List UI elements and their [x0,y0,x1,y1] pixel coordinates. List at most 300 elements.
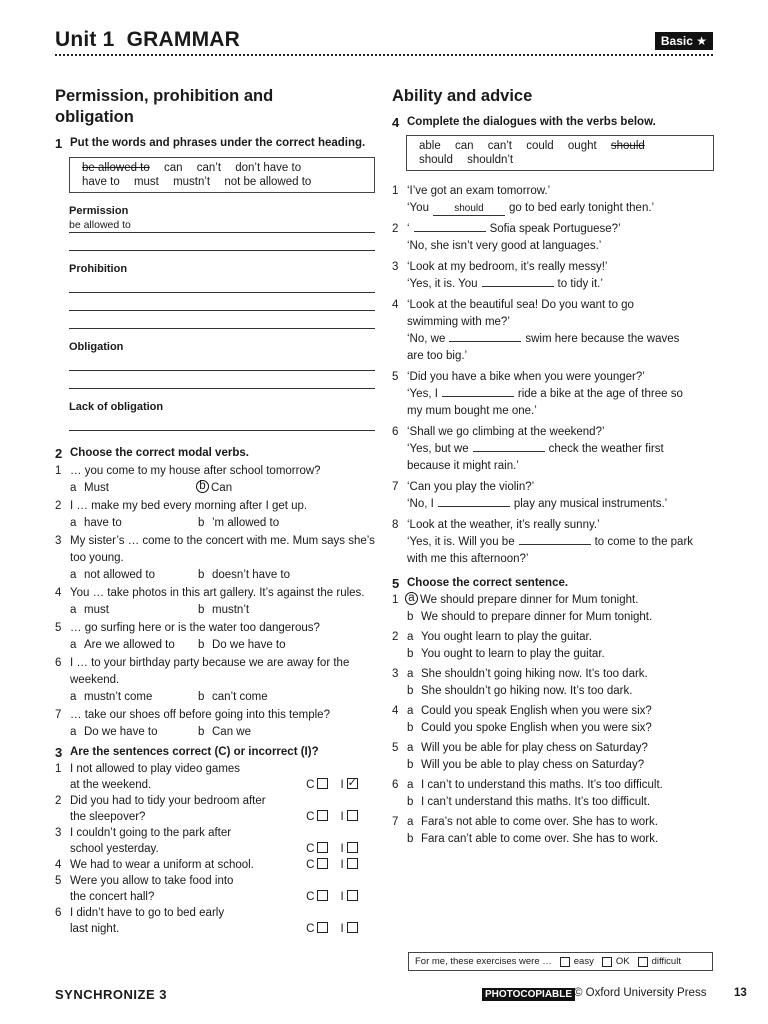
dialogue-line [407,183,654,200]
question [55,585,375,602]
sentence-text: She shouldn’t going hiking now. It’s too dark. [421,668,648,680]
dialogue-fragment: ‘I’ve got an exam tomorrow.’ [407,185,551,197]
question-text: … go surfing here or is the water too dangerous? [70,622,320,634]
answer-blank[interactable] [473,451,545,452]
checked-box-icon[interactable] [347,778,358,789]
choice-incorrect[interactable] [340,777,357,793]
word-item: can [163,162,183,174]
dialogue-line [407,517,693,534]
option-a[interactable] [70,602,198,619]
sentence-option[interactable] [392,592,714,609]
exercise-instruction: Choose the correct sentence. [407,577,569,589]
exercise-number: 2 [55,446,63,461]
dialogue-fragment: to come to the park [594,536,694,548]
word-item: can’t [196,162,222,174]
dialogue-fragment: ‘Yes, it is. You [407,278,478,290]
choice-correct[interactable] [306,841,328,857]
checkbox-icon[interactable] [317,922,328,933]
choice-correct[interactable] [306,889,328,905]
checkbox-icon[interactable] [560,957,570,967]
sentence-option[interactable] [392,703,714,720]
question-text [70,825,306,857]
option-text: Do we have to [84,726,158,738]
question-number: 8 [392,519,399,531]
option-letter: b [407,833,414,845]
answer-line[interactable] [69,293,375,311]
page-number: 13 [734,987,747,999]
page-header [55,28,713,54]
dialogue-fragment: are too big.’ [407,350,468,362]
answer-line[interactable] [69,275,375,293]
dialogue-text [407,221,621,255]
answer-line[interactable] [69,371,375,389]
dialogue-line [407,314,679,331]
sentence-option[interactable] [392,831,714,848]
exercise-5-heading [392,576,714,591]
c-label: C [306,779,315,791]
ci-choices [306,825,375,857]
category-permission: Permission [69,205,129,217]
question-text [70,761,306,793]
ci-item [55,761,375,793]
option-a[interactable] [70,567,198,584]
question-number: 3 [392,261,399,273]
dialogue-fragment: ‘No, I [407,498,434,510]
question-line: I didn’t have to go to bed early [70,907,225,919]
option-a[interactable] [70,689,198,706]
exercise-3-list [55,761,375,937]
question-number: 7 [55,709,62,721]
difficult-label: difficult [651,956,681,967]
checkbox-icon[interactable] [317,778,328,789]
left-column [55,86,375,937]
question-number [392,831,407,848]
i-label: I [340,779,344,791]
question-number: 6 [392,426,399,438]
question-number [392,683,407,700]
unit-title [55,28,240,52]
question [55,533,375,567]
dialogue-line [407,424,664,441]
option-b[interactable] [198,724,251,741]
choice-incorrect[interactable] [340,841,357,857]
dialogue-fragment: ‘Yes, it is. Will you be [407,536,515,548]
dialogue-fragment: ‘Yes, I [407,388,438,400]
dialogue-line [407,534,693,551]
question [55,707,375,724]
word-item: shouldn’t [467,154,514,166]
exercise-instruction: Put the words and phrases under the correct heading. [70,137,366,149]
question-number: 6 [55,657,62,669]
option-text: have to [84,517,122,529]
question-number: 4 [55,859,62,871]
choice-incorrect[interactable] [340,857,357,873]
option-b[interactable] [198,567,290,584]
ci-choices [306,761,375,793]
option-text: mustn’t come [84,691,153,703]
sentence-option[interactable] [392,740,714,757]
dialogue-line [407,221,621,238]
exercise-number: 3 [55,745,63,760]
ci-choices [306,873,375,905]
i-label: I [340,923,344,935]
dialogue-item [392,221,714,255]
sentence-text: Will you be able to play chess on Saturday? [421,759,645,771]
dialogue-text [407,259,607,293]
question-number: 4 [392,299,399,311]
checkbox-icon[interactable] [317,842,328,853]
choice-correct[interactable] [306,777,328,793]
dialogue-fragment: my mum bought me one.’ [407,405,537,417]
answer-blank[interactable]: should [433,203,505,216]
question-text [70,905,306,937]
photocopiable-badge: PHOTOCOPIABLE [482,988,575,1001]
option-letter: a [407,742,414,754]
sentence-text: I can’t to understand this maths. It’s too difficult. [421,779,663,791]
choice-correct[interactable] [306,857,328,873]
answer-blank[interactable] [442,396,514,397]
answer-blank[interactable] [414,231,486,232]
level-badge: Basic ★ [655,32,713,50]
exercise-2-list [55,463,375,741]
question [55,463,375,480]
sentence-option[interactable] [392,666,714,683]
checkbox-icon[interactable] [317,858,328,869]
exercise-number: 5 [392,576,400,591]
dialogue-line [407,496,667,513]
option-letter: a [70,639,77,651]
dialogue-line [407,200,654,217]
i-label: I [340,811,344,823]
option-b[interactable] [198,602,249,619]
exercise-number: 4 [392,115,400,130]
easy-label: easy [573,956,594,967]
question-number [392,757,407,774]
option-text: not allowed to [84,569,155,581]
exercise-number: 1 [55,136,63,151]
sentence-text: She shouldn’t go hiking now. It’s too dark. [421,685,633,697]
circled-answer-icon: b [196,480,209,493]
question-number: 3 [55,827,62,839]
c-label: C [306,891,315,903]
option-a[interactable] [70,515,198,532]
ci-item [55,825,375,857]
question-number: 3 [392,668,399,680]
sentence-text: We should prepare dinner for Mum tonight. [420,594,639,606]
option-a[interactable] [70,480,198,497]
dialogue-item [392,479,714,513]
ci-item [55,873,375,905]
dialogue-fragment: ‘Yes, but we [407,443,469,455]
option-b[interactable] [198,515,279,532]
option-letter: a [70,569,77,581]
word-item: should [419,154,453,166]
exercise-3-heading [55,745,375,760]
ci-choices [306,793,375,825]
dialogue-fragment: ‘No, we [407,333,446,345]
header-divider [55,54,713,56]
question-line: Did you had to tidy your bedroom after [70,795,266,807]
dialogue-line [407,479,667,496]
choice-incorrect[interactable] [340,889,357,905]
checkbox-icon[interactable] [347,890,358,901]
option-b[interactable] [198,689,268,706]
question-number: 5 [55,622,62,634]
dialogue-fragment: ‘Shall we go climbing at the weekend?’ [407,426,605,438]
sentence-option[interactable] [392,683,714,700]
answer-line[interactable] [69,311,375,329]
dialogue-item [392,297,714,365]
option-letter: a [70,604,77,616]
dialogue-line [407,276,607,293]
question-number: 2 [55,795,62,807]
option-a[interactable] [70,724,198,741]
dialogue-line [407,386,683,403]
word-item: could [526,140,554,152]
dialogue-line [407,348,679,365]
choice-incorrect[interactable] [340,921,357,937]
dialogue-fragment: ‘Look at my bedroom, it’s really messy!’ [407,261,608,273]
exercise-4-heading [392,115,714,130]
ok-label: OK [615,956,630,967]
sentence-option[interactable] [392,794,714,811]
checkbox-icon[interactable] [317,890,328,901]
ci-item [55,857,375,873]
question-number: 4 [392,705,399,717]
dialogue-fragment: swimming with me?’ [407,316,510,328]
dialogue-line [407,369,683,386]
checkbox-icon[interactable] [347,858,358,869]
option-text: must [84,604,109,616]
question-line: school yesterday. [70,843,159,855]
word-item: be allowed to [82,162,150,174]
options [70,689,375,706]
grammar-label: GRAMMAR [126,28,241,51]
question-number: 7 [392,481,399,493]
options [70,567,375,584]
option-text: ’m allowed to [212,517,280,529]
word-item: must [133,176,159,188]
feedback-box [408,952,713,971]
dialogue-fragment: ‘Did you have a bike when you were younger?’ [407,371,645,383]
checkbox-icon[interactable] [347,922,358,933]
question-number: 6 [55,907,62,919]
option-letter: b [407,722,414,734]
question-line: at the weekend. [70,779,152,791]
option-letter: a [407,705,414,717]
c-label: C [306,923,315,935]
option-letter: a [407,779,414,791]
dialogue-line [407,441,664,458]
sentence-option[interactable] [392,609,714,626]
dialogue-fragment: ‘Look at the weather, it’s really sunny.’ [407,519,600,531]
word-item: able [419,140,441,152]
question-number: 1 [55,465,62,477]
c-label: C [306,843,315,855]
option-letter: a [70,726,77,738]
exercise-1-heading [55,136,375,151]
feedback-prompt: For me, these exercises were … [415,956,552,967]
exercise-instruction: Are the sentences correct (C) or incorrect (I)? [70,746,319,758]
word-item: don’t have to [235,162,302,174]
answer-line[interactable]: be allowed to [69,217,375,233]
feedback-easy[interactable] [560,953,594,970]
question-number [392,609,407,626]
question-number: 4 [55,587,62,599]
dialogue-fragment: ‘Look at the beautiful sea! Do you want to go [407,299,634,311]
option-letter: a [70,482,77,494]
question-text: You … take photos in this art gallery. It’s against the rules. [70,587,365,599]
sentence-text: Could you spoke English when you were six? [421,722,652,734]
answer-blank[interactable] [449,341,521,342]
word-item: not be allowed to [224,176,312,188]
choice-correct[interactable] [306,921,328,937]
category-prohibition: Prohibition [69,263,128,275]
option-text: Can [211,482,233,494]
question-text: … take our shoes off before going into this temple? [70,709,330,721]
option-letter: b [198,604,205,616]
brand-logo: SYNCHRONIZE 3 [55,987,167,1002]
choice-incorrect[interactable] [340,809,357,825]
checkbox-icon[interactable] [347,842,358,853]
option-letter: b [407,611,414,623]
sentence-option[interactable] [392,814,714,831]
option-letter: b [198,639,205,651]
section-title-ability: Ability and advice [392,87,533,105]
option-b[interactable] [198,480,232,497]
i-label: I [340,891,344,903]
option-letter: a [70,691,77,703]
question-text [70,857,306,873]
choice-correct[interactable] [306,809,328,825]
dialogue-line [407,331,679,348]
sentence-option[interactable] [392,720,714,737]
ci-choices [306,857,375,873]
question-number: 1 [392,185,399,197]
dialogue-text [407,183,654,217]
question-line: the concert hall? [70,891,155,903]
question-number [392,794,407,811]
option-letter: b [198,726,205,738]
dialogue-fragment: because it might rain.’ [407,460,519,472]
sentence-option[interactable] [392,777,714,794]
options [70,480,375,497]
unit-label: Unit 1 [55,28,115,51]
question [55,655,375,689]
question-number: 3 [55,535,62,547]
dialogue-text [407,517,693,568]
checkbox-icon[interactable] [638,957,648,967]
right-column [392,86,714,851]
options [70,724,375,741]
dialogue-text [407,479,667,513]
answer-blank[interactable] [438,506,510,507]
question-line: I couldn’t going to the park after [70,827,232,839]
option-letter: a [407,631,414,643]
ci-choices [306,905,375,937]
i-label: I [340,859,344,871]
question-number [392,646,407,663]
option-b[interactable] [198,637,286,654]
sentence-option[interactable] [392,646,714,663]
exercise-5-list [392,592,714,848]
ci-item [55,793,375,825]
dialogue-line [407,238,621,255]
sentence-option[interactable] [392,757,714,774]
answer-line[interactable] [69,233,375,251]
question-text: I … make my bed every morning after I get up. [70,500,308,512]
question [55,620,375,637]
question-number [392,720,407,737]
checkbox-icon[interactable] [347,810,358,821]
dialogue-item [392,369,714,420]
question-number: 1 [392,594,399,606]
question-line: last night. [70,923,120,935]
question [55,498,375,515]
dialogue-line [407,259,607,276]
option-text: Can we [212,726,251,738]
word-item: have to [82,176,120,188]
dialogue-fragment: ‘You [407,202,429,214]
question-line: We had to wear a uniform at school. [70,859,254,871]
question-number: 5 [392,371,399,383]
dialogue-fragment: ‘ [407,223,410,235]
option-letter: b [407,648,414,660]
question-line: I not allowed to play video games [70,763,241,775]
option-letter: b [407,685,414,697]
checkbox-icon[interactable] [602,957,612,967]
word-item: can’t [487,140,512,152]
option-letter: a [70,517,77,529]
dialogue-item [392,424,714,475]
feedback-ok[interactable] [602,953,630,970]
option-letter: b [198,691,205,703]
option-letter: b [198,569,205,581]
answer-line[interactable] [69,353,375,371]
word-item: should [610,140,645,152]
dialogue-line [407,403,683,420]
section-title-permission: Permission, prohibition and obligation [55,87,274,126]
question-text: My sister’s … come to the concert with me. Mum says she’s too young. [70,535,375,564]
question-number: 1 [55,763,62,775]
exercise-instruction: Complete the dialogues with the verbs below. [407,116,656,128]
option-a[interactable] [70,637,198,654]
sentence-option[interactable] [392,629,714,646]
question-number: 5 [392,742,399,754]
question-text [70,793,306,825]
sentence-text: Will you be able for play chess on Saturday? [421,742,648,754]
options [70,637,375,654]
option-letter: a [407,816,414,828]
option-text: can’t come [212,691,268,703]
question-number: 2 [392,223,399,235]
dialogue-fragment: ‘No, she isn’t very good at languages.’ [407,240,602,252]
dialogue-fragment: play any musical instruments.’ [513,498,668,510]
option-text: mustn’t [212,604,250,616]
feedback-difficult[interactable] [638,953,681,970]
answer-line[interactable] [69,413,375,431]
option-letter: b [407,759,414,771]
answer-blank[interactable] [482,286,554,287]
i-label: I [340,843,344,855]
sentence-text: You ought to learn to play the guitar. [421,648,605,660]
word-box-4 [406,135,714,171]
dialogue-line [407,297,679,314]
options [70,602,375,619]
sentence-text: We should to prepare dinner for Mum tonight. [421,611,653,623]
checkbox-icon[interactable] [317,810,328,821]
answer-blank[interactable] [519,544,591,545]
